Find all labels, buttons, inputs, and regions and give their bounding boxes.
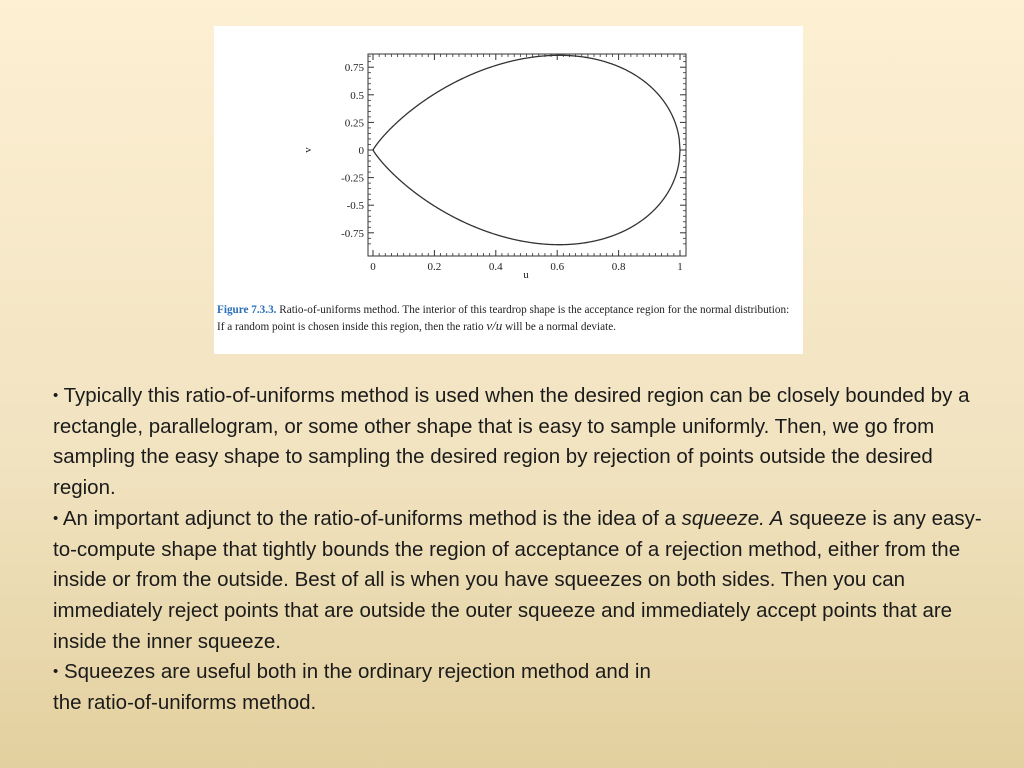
- paragraph-1-text: Typically this ratio-of-uniforms method is used when the desired region can be closely bounded by a rectangle, parallelogram, or some other shape that is easy to sample uniformly. Then, we go from sampling the easy shape to sampling the desired region by rejection of points outside the desired region.: [53, 384, 970, 500]
- caption-ratio: v/u: [486, 318, 503, 333]
- x-tick-label: 0.6: [550, 261, 565, 273]
- x-tick-label: 1: [677, 261, 683, 273]
- y-tick-label: 0.5: [350, 89, 364, 102]
- paragraph-2-end: squeeze is any easy-to-compute shape that tightly bounds the region of acceptance of a rejection method, either from the inside or from the outside. Best of all is when you have squeezes on both sides. Then you can immediately reject points that are outside the outer squeeze and immediately accept points that are inside the inner squeeze.: [53, 506, 982, 653]
- y-tick-label: 0: [358, 145, 364, 157]
- figure-caption: [217, 303, 797, 335]
- caption-tail-text: will be a normal deviate.: [505, 321, 616, 333]
- paragraph-2-start: An important adjunct to the ratio-of-uniforms method is the idea of a: [62, 506, 676, 530]
- x-tick-label: 0: [370, 261, 376, 273]
- x-tick-label: 0.8: [611, 261, 626, 273]
- slide-body: [53, 381, 993, 719]
- figure-panel: [214, 26, 803, 354]
- caption-main-text: Ratio-of-uniforms method. The interior of this teardrop shape is the acceptance region for the normal distribution: If a random point is chosen inside this region, then the ratio: [217, 304, 790, 333]
- paragraph-3-line-2: the ratio-of-uniforms method.: [53, 691, 317, 715]
- bullet-icon: •: [53, 509, 59, 527]
- bullet-paragraph-2: [53, 504, 993, 658]
- y-tick-label: 0.25: [344, 117, 364, 130]
- teardrop-chart: [214, 26, 803, 301]
- figure-label: Figure 7.3.3.: [217, 304, 277, 316]
- y-tick-label: -0.25: [341, 172, 364, 185]
- bullet-paragraph-3: [53, 657, 993, 718]
- y-tick-label: -0.5: [346, 200, 364, 213]
- y-axis-label: v: [302, 147, 314, 153]
- paragraph-2-emphasis: squeeze. A: [681, 506, 784, 530]
- x-tick-label: 0.4: [488, 261, 503, 273]
- y-tick-label: -0.75: [341, 227, 364, 240]
- x-axis-label: u: [523, 269, 529, 281]
- bullet-icon: •: [53, 663, 59, 681]
- acceptance-boundary-curve: [373, 55, 680, 244]
- plot-frame: [368, 54, 686, 256]
- bullet-icon: •: [53, 387, 59, 404]
- x-tick-label: 0.2: [427, 261, 442, 273]
- y-tick-label: 0.75: [344, 62, 364, 75]
- bullet-paragraph-1: [53, 381, 993, 504]
- paragraph-3-line-1: Squeezes are useful both in the ordinary rejection method and in: [63, 660, 651, 684]
